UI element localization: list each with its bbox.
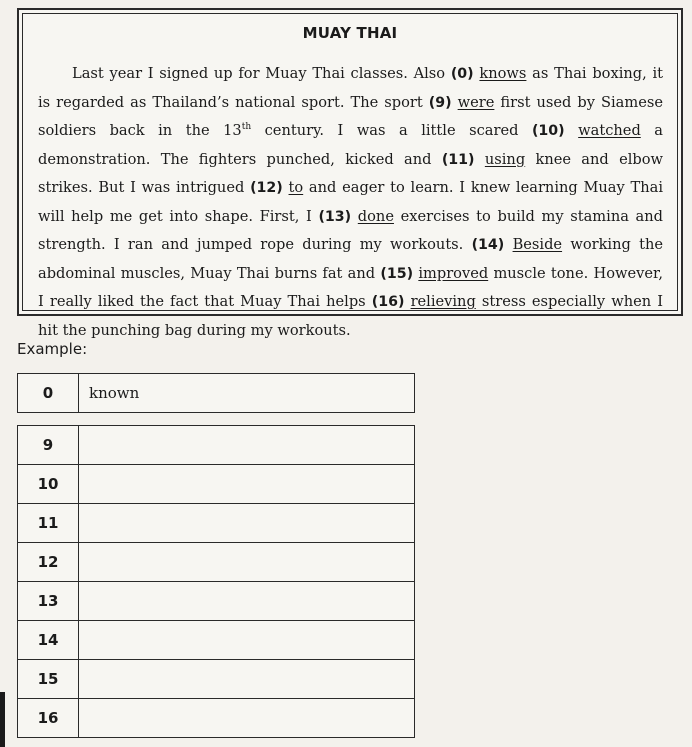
underlined-word: watched	[578, 122, 641, 139]
question-number: (11)	[441, 151, 475, 168]
underlined-word: Beside	[512, 236, 563, 253]
underlined-word: done	[357, 207, 394, 225]
passage-segment: as Thai boxing, it is regarded as Thailand’s national sport. The sport	[38, 65, 664, 111]
passage-segment	[475, 151, 485, 168]
answer-number: 10	[18, 465, 79, 504]
answer-blank[interactable]	[79, 660, 415, 699]
passage-segment: working the abdominal muscles, Muay Thai burns fat and	[38, 236, 663, 282]
answer-number: 13	[18, 582, 79, 621]
answer-blank[interactable]	[79, 582, 415, 621]
page-edge-shadow	[0, 692, 5, 747]
example-number: 0	[18, 374, 79, 413]
question-number: (14)	[471, 237, 505, 253]
answer-number: 16	[18, 699, 79, 738]
passage-segment	[504, 236, 512, 253]
answer-row	[18, 660, 415, 699]
underlined-word: using	[484, 150, 526, 168]
example-table	[17, 373, 415, 413]
underlined-word: to	[288, 179, 304, 196]
passage-segment: century. I was a little scared	[251, 122, 532, 139]
passage-segment: stress especially when I hit the punching bag during my workouts.	[38, 293, 664, 339]
passage-segment	[351, 208, 358, 225]
answer-blank[interactable]	[79, 543, 415, 582]
underlined-word: knows	[479, 65, 527, 82]
answer-blank[interactable]	[79, 426, 415, 465]
passage-segment: and eager to learn. I knew learning Muay Thai will help me get into shape. First, I	[38, 179, 663, 225]
passage-box	[17, 8, 683, 339]
answer-row	[18, 504, 415, 543]
passage-segment: knee and elbow strikes. But I was intrigued	[38, 150, 663, 196]
question-number: (13)	[318, 208, 352, 225]
answer-blank[interactable]	[79, 621, 415, 660]
underlined-word: improved	[418, 264, 489, 282]
answer-row	[18, 582, 415, 621]
question-number: (9)	[428, 94, 452, 111]
underlined-word: relieving	[410, 293, 476, 310]
question-number: (16)	[371, 294, 405, 310]
passage-text	[38, 60, 663, 344]
answer-number: 15	[18, 660, 79, 699]
question-number: (0)	[450, 66, 474, 82]
ordinal-suffix: th	[241, 122, 252, 132]
question-number: (12)	[250, 180, 283, 196]
answer-row	[18, 465, 415, 504]
passage-segment: Last year I signed up for Muay Thai classes. Also	[72, 65, 451, 82]
answer-row	[18, 699, 415, 738]
question-number: (10)	[531, 123, 565, 139]
answer-table	[17, 425, 415, 738]
passage-segment: exercises to build my stamina and strength. I ran and jumped rope during my workouts.	[38, 207, 663, 253]
underlined-word: were	[457, 93, 495, 111]
answer-row	[18, 543, 415, 582]
answer-blank[interactable]	[79, 504, 415, 543]
passage-segment: first used by Siamese soldiers back in the 13	[38, 93, 663, 139]
example-answer: known	[79, 374, 415, 413]
answer-number: 12	[18, 543, 79, 582]
passage-segment: muscle tone. However, I really liked the fact that Muay Thai helps	[38, 264, 664, 310]
answer-blank[interactable]	[79, 699, 415, 738]
answer-number: 9	[18, 426, 79, 465]
answer-row	[18, 426, 415, 465]
answer-number: 14	[18, 621, 79, 660]
answer-row	[18, 621, 415, 660]
passage-segment	[565, 122, 579, 139]
passage-title: MUAY THAI	[302, 24, 398, 42]
answer-blank[interactable]	[79, 465, 415, 504]
answer-number: 11	[18, 504, 79, 543]
question-number: (15)	[380, 265, 414, 282]
passage-segment: a demonstration. The fighters punched, kicked and	[38, 122, 663, 168]
example-label: Example:	[17, 340, 88, 358]
example-row	[18, 374, 415, 413]
